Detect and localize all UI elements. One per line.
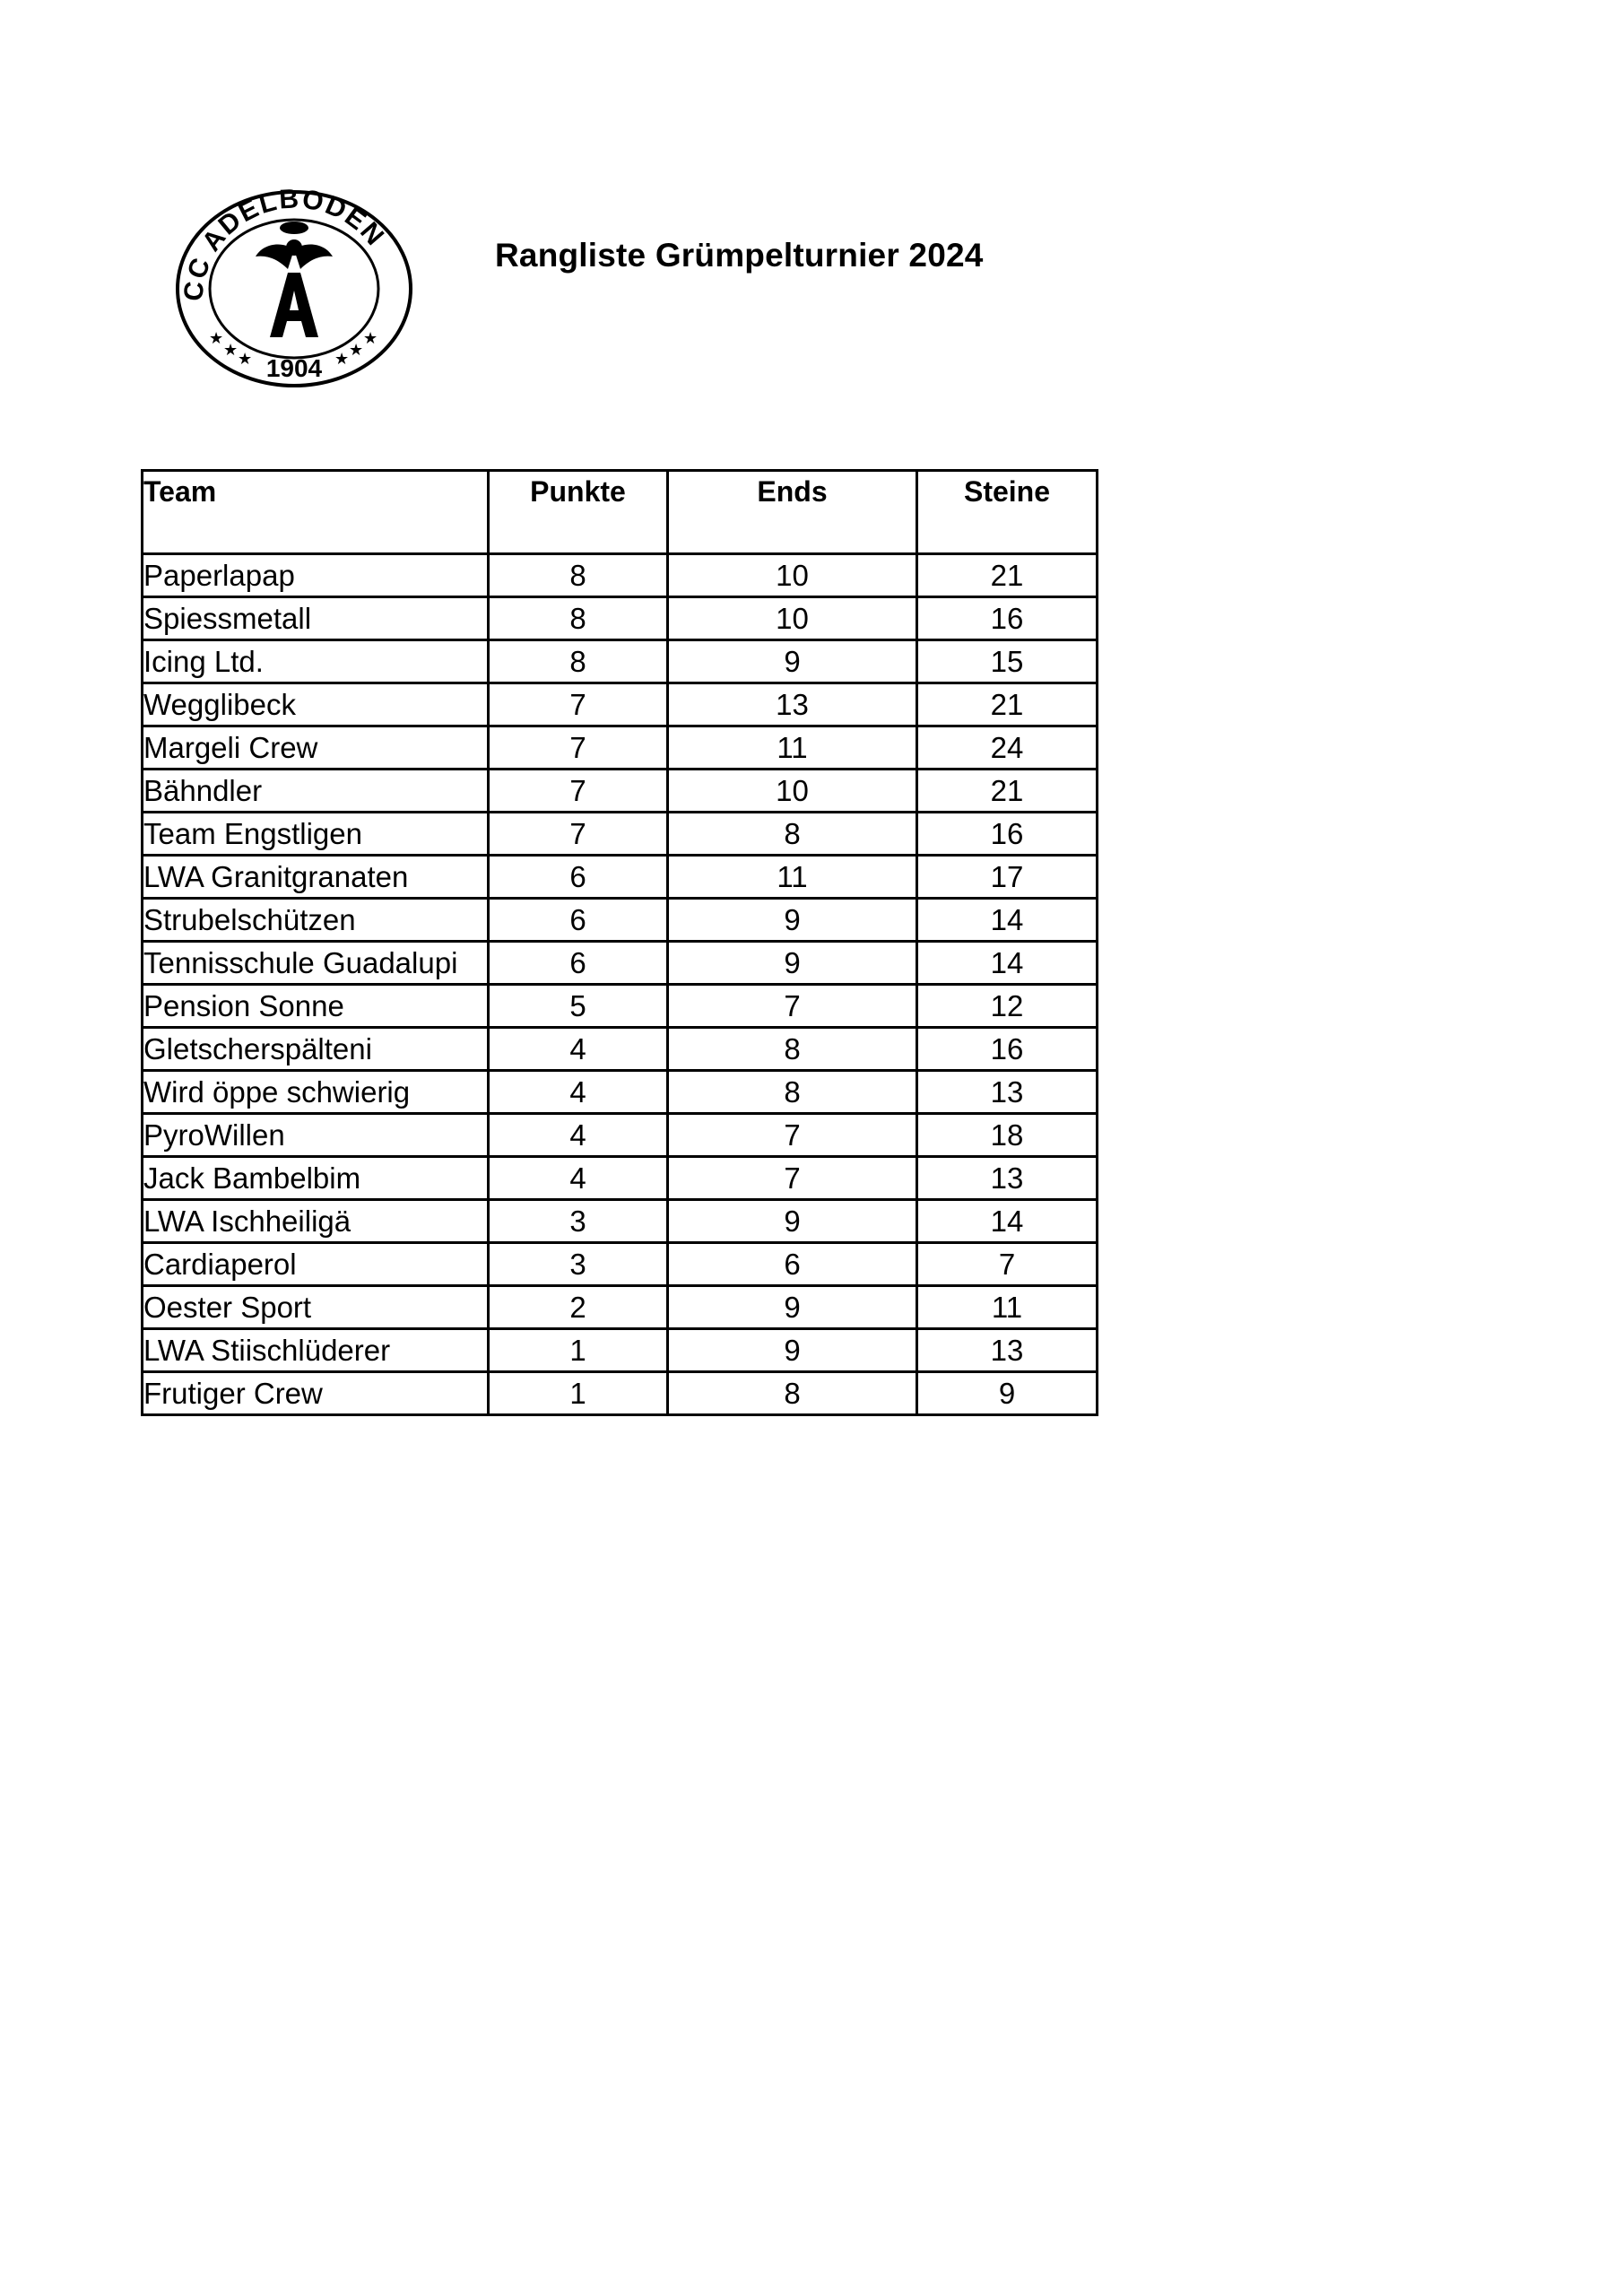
- logo-club-text: CC ADELBODEN: [178, 187, 391, 303]
- cell-team: Wird öppe schwierig: [143, 1071, 489, 1114]
- svg-text:★: ★: [334, 350, 350, 369]
- cell-ends: 9: [668, 1200, 917, 1243]
- cell-ends: 8: [668, 813, 917, 856]
- cell-steine: 9: [917, 1372, 1098, 1415]
- table-row: [143, 1028, 1098, 1071]
- cell-steine: 13: [917, 1329, 1098, 1372]
- cell-steine: 21: [917, 683, 1098, 726]
- cell-steine: 24: [917, 726, 1098, 770]
- cell-team: Team Engstligen: [143, 813, 489, 856]
- cell-steine: 16: [917, 597, 1098, 640]
- cell-ends: 8: [668, 1028, 917, 1071]
- cell-punkte: 7: [489, 770, 668, 813]
- cell-steine: 21: [917, 554, 1098, 597]
- cell-ends: 7: [668, 985, 917, 1028]
- cell-punkte: 4: [489, 1028, 668, 1071]
- cell-steine: 14: [917, 899, 1098, 942]
- cell-punkte: 3: [489, 1200, 668, 1243]
- cell-ends: 11: [668, 856, 917, 899]
- cell-ends: 9: [668, 1329, 917, 1372]
- table-row: [143, 1157, 1098, 1200]
- cell-team: Icing Ltd.: [143, 640, 489, 683]
- cell-punkte: 6: [489, 942, 668, 985]
- cell-team: Bähndler: [143, 770, 489, 813]
- ranking-table-body: [143, 554, 1098, 1415]
- table-row: [143, 597, 1098, 640]
- cell-ends: 6: [668, 1243, 917, 1286]
- table-header-row: [143, 471, 1098, 554]
- cell-punkte: 4: [489, 1157, 668, 1200]
- cell-punkte: 4: [489, 1071, 668, 1114]
- table-row: [143, 554, 1098, 597]
- svg-text:★: ★: [238, 350, 253, 369]
- table-row: [143, 726, 1098, 770]
- svg-text:★: ★: [349, 341, 364, 360]
- cell-steine: 13: [917, 1071, 1098, 1114]
- cell-team: LWA Stiischlüderer: [143, 1329, 489, 1372]
- header-steine: Steine: [917, 471, 1098, 554]
- cell-steine: 7: [917, 1243, 1098, 1286]
- cell-team: Cardiaperol: [143, 1243, 489, 1286]
- cell-punkte: 6: [489, 856, 668, 899]
- cell-steine: 14: [917, 942, 1098, 985]
- cell-punkte: 2: [489, 1286, 668, 1329]
- header-ends: Ends: [668, 471, 917, 554]
- table-row: [143, 899, 1098, 942]
- table-row: [143, 813, 1098, 856]
- ranking-table: [141, 469, 1098, 1416]
- page-title: Rangliste Grümpelturnier 2024: [495, 237, 984, 274]
- table-row: [143, 1243, 1098, 1286]
- cell-ends: 7: [668, 1157, 917, 1200]
- cell-team: Gletscherspälteni: [143, 1028, 489, 1071]
- cell-steine: 12: [917, 985, 1098, 1028]
- cell-ends: 9: [668, 1286, 917, 1329]
- cell-punkte: 5: [489, 985, 668, 1028]
- cell-team: Wegglibeck: [143, 683, 489, 726]
- table-row: [143, 1114, 1098, 1157]
- cell-punkte: 1: [489, 1329, 668, 1372]
- cell-punkte: 7: [489, 726, 668, 770]
- cell-punkte: 8: [489, 554, 668, 597]
- cell-team: Margeli Crew: [143, 726, 489, 770]
- table-row: [143, 942, 1098, 985]
- cell-steine: 11: [917, 1286, 1098, 1329]
- cell-team: Paperlapap: [143, 554, 489, 597]
- table-row: [143, 1071, 1098, 1114]
- cell-team: LWA Ischheiligä: [143, 1200, 489, 1243]
- cell-ends: 9: [668, 640, 917, 683]
- table-row: [143, 985, 1098, 1028]
- table-row: [143, 1286, 1098, 1329]
- cell-steine: 16: [917, 1028, 1098, 1071]
- cell-steine: 18: [917, 1114, 1098, 1157]
- table-row: [143, 856, 1098, 899]
- cell-punkte: 6: [489, 899, 668, 942]
- cell-team: PyroWillen: [143, 1114, 489, 1157]
- cell-punkte: 8: [489, 597, 668, 640]
- header-punkte: Punkte: [489, 471, 668, 554]
- cell-punkte: 3: [489, 1243, 668, 1286]
- cell-ends: 9: [668, 942, 917, 985]
- cell-steine: 15: [917, 640, 1098, 683]
- cell-steine: 16: [917, 813, 1098, 856]
- cell-ends: 11: [668, 726, 917, 770]
- cell-team: Strubelschützen: [143, 899, 489, 942]
- cell-team: Pension Sonne: [143, 985, 489, 1028]
- cell-ends: 8: [668, 1372, 917, 1415]
- cell-ends: 10: [668, 597, 917, 640]
- cell-team: Spiessmetall: [143, 597, 489, 640]
- club-logo: [173, 187, 415, 391]
- cell-steine: 13: [917, 1157, 1098, 1200]
- table-row: [143, 1200, 1098, 1243]
- cell-ends: 10: [668, 554, 917, 597]
- cell-team: Oester Sport: [143, 1286, 489, 1329]
- cell-punkte: 8: [489, 640, 668, 683]
- cell-punkte: 7: [489, 683, 668, 726]
- cell-punkte: 1: [489, 1372, 668, 1415]
- cell-punkte: 7: [489, 813, 668, 856]
- cell-team: Tennisschule Guadalupi: [143, 942, 489, 985]
- header-team: Team: [143, 471, 489, 554]
- svg-text:★: ★: [363, 329, 378, 348]
- cell-steine: 21: [917, 770, 1098, 813]
- cell-ends: 7: [668, 1114, 917, 1157]
- table-row: [143, 640, 1098, 683]
- cell-punkte: 4: [489, 1114, 668, 1157]
- table-row: [143, 1329, 1098, 1372]
- table-row: [143, 1372, 1098, 1415]
- cell-steine: 17: [917, 856, 1098, 899]
- svg-text:★: ★: [223, 341, 239, 360]
- cell-team: Jack Bambelbim: [143, 1157, 489, 1200]
- cell-ends: 10: [668, 770, 917, 813]
- svg-text:★: ★: [209, 329, 224, 348]
- logo-year: 1904: [265, 354, 323, 382]
- cell-ends: 13: [668, 683, 917, 726]
- cell-team: LWA Granitgranaten: [143, 856, 489, 899]
- cell-ends: 8: [668, 1071, 917, 1114]
- cell-steine: 14: [917, 1200, 1098, 1243]
- cell-ends: 9: [668, 899, 917, 942]
- table-row: [143, 683, 1098, 726]
- table-row: [143, 770, 1098, 813]
- cell-team: Frutiger Crew: [143, 1372, 489, 1415]
